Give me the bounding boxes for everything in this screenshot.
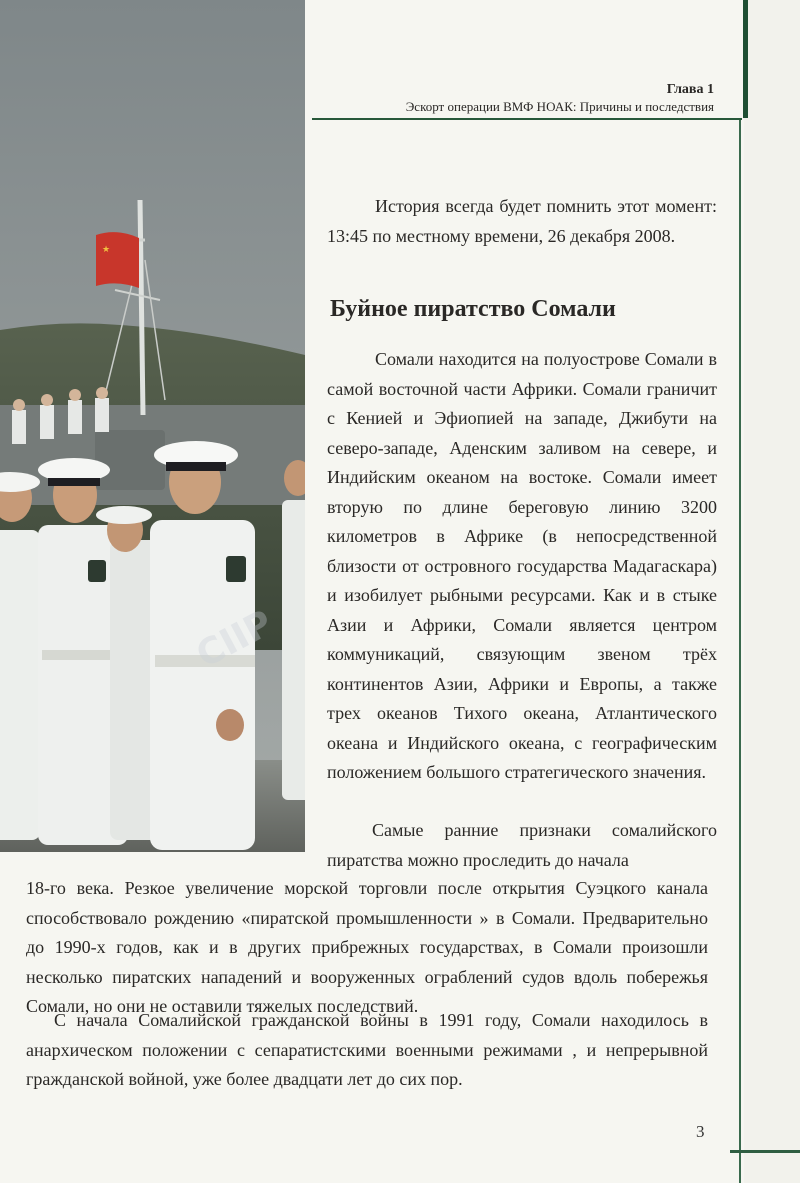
flag [96,232,139,288]
sailors-photo [0,0,305,852]
paragraph-piracy-history-start: Самые ранние признаки сомалийского пиратства можно проследить до начала [327,820,717,870]
decorative-green-line [739,118,741,1183]
page-number: 3 [696,1122,705,1141]
decorative-bottom-line [730,1150,800,1153]
paragraph-piracy-history: 18-го века. Резкое увеличение морской торговли после открытия Суэцкого канала способствовало рождению «пиратской промышленности » в Сомали. Предварительно до 1990-х годов, как и в других прибрежных государствах, в Сомали произошли несколько пиратских нападений и вооруженных ограблений судов вдоль побережья Сомали, но они не оставили тяжелых последствий. [26,878,708,1016]
paragraph-civil-war: С начала Сомалийской гражданской войны в 1991 году, Сомали находилось в анархическом положении с сепаратистскими военными режимами , и непрерывной гражданской войной, уже более двадцати лет до сих пор. [26,1010,708,1089]
section-title: Буйное пиратство Сомали [330,296,616,322]
svg-text:★: ★ [102,244,111,254]
mast [140,200,143,415]
chapter-label: Глава 1 [666,82,714,97]
intro-paragraph: История всегда будет помнить этот момент: 13:45 по местному времени, 26 декабря 2008. [327,196,717,246]
paragraph-geography: Сомали находится на полуострове Сомали в самой восточной части Африки. Сомали граничит с Кенией и Эфиопией на западе, Джибути на северо-западе, Аденским заливом на севере, и Индийским океаном на востоке. Сомали имеет вторую по длине береговую линию 3200 километров в Африке (в непосредственной близости от островного государства Мадагаскара) и изобилует рыбными ресурсами. Как и в стыке Азии и Африки, Сомали является центром коммуникаций, связующим звеном трёх континентов Азии, Африки и Европы, а также трех океанов Тихого океана, Атлантического океана и Индийского океана, с географическим положением большого стратегического значения. [327,349,717,782]
page-edge [744,0,800,1183]
header-rule [312,118,742,120]
running-header: Эскорт операции ВМФ НОАК: Причины и последствия [405,99,714,114]
watermark: CIIP [190,602,280,677]
decorative-green-bar [743,0,748,118]
sailor-right-edge [282,460,305,800]
